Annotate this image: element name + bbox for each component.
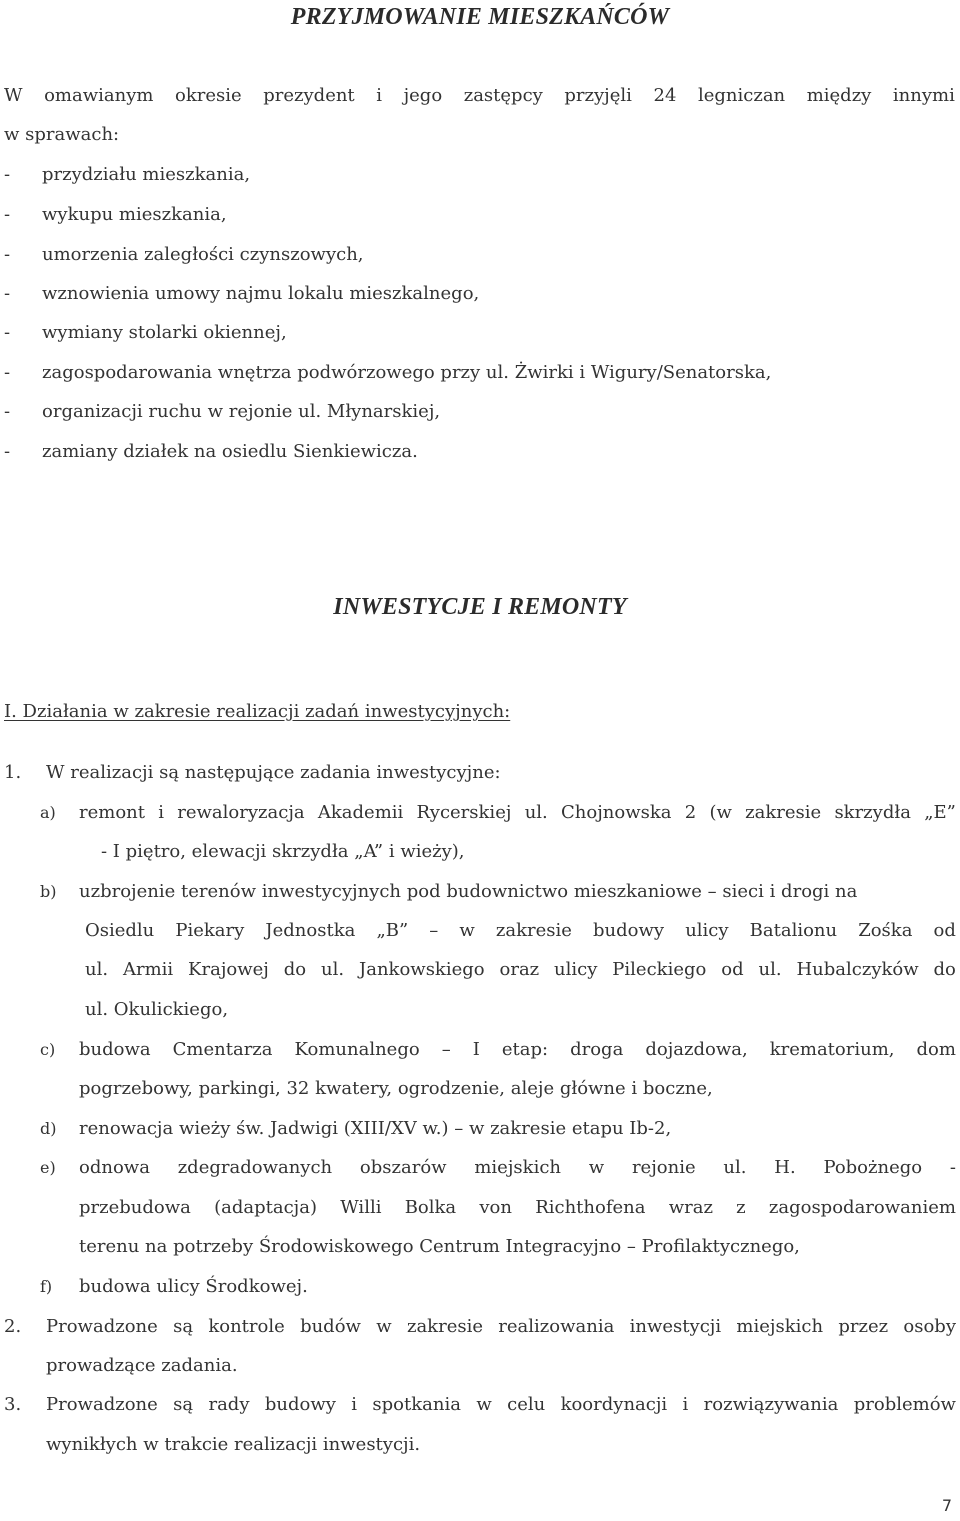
list-marker-f: f) <box>40 1277 53 1296</box>
word: Armii <box>122 959 174 980</box>
word: odnowa <box>79 1157 150 1178</box>
word: przebudowa <box>79 1197 191 1218</box>
paragraph-3-line-2: wynikłych w trakcie realizacji inwestycji. <box>46 1434 421 1455</box>
word: są <box>173 1316 194 1337</box>
word: – <box>441 1039 451 1060</box>
word: - <box>949 1157 956 1178</box>
word: dom <box>916 1039 956 1060</box>
word: i <box>158 802 165 823</box>
item-b-line-3 <box>85 958 956 982</box>
word: zakresie <box>406 1316 483 1337</box>
word: rewaloryzacja <box>177 802 305 823</box>
word: rady <box>208 1394 250 1415</box>
paragraph-2-line-1 <box>46 1315 956 1339</box>
word: budowy <box>264 1394 336 1415</box>
word: koordynacji <box>560 1394 668 1415</box>
list-dash: - <box>4 401 11 422</box>
list-marker-d: d) <box>40 1119 57 1138</box>
item-c-line-2: pogrzebowy, parkingi, 32 kwatery, ogrodzenie, aleje główne i boczne, <box>79 1078 713 1099</box>
word: Hubalczyków <box>796 959 919 980</box>
word: I <box>472 1039 480 1060</box>
list-item: organizacji ruchu w rejonie ul. Młynarskiej, <box>42 401 441 422</box>
word: ul. <box>723 1157 747 1178</box>
list-marker-2: 2. <box>4 1316 22 1337</box>
list-dash: - <box>4 322 11 343</box>
word: prezydent <box>263 85 355 106</box>
word: – <box>429 920 439 941</box>
intro-line-2: w sprawach: <box>4 124 120 145</box>
word: W <box>4 85 23 106</box>
list-item: umorzenia zaległości czynszowych, <box>42 244 364 265</box>
list-item: wymiany stolarki okiennej, <box>42 322 287 343</box>
list-dash: - <box>4 362 11 383</box>
word: przez <box>838 1316 889 1337</box>
word: Batalionu <box>749 920 838 941</box>
item-e-line-1 <box>79 1156 956 1180</box>
paragraph-2-line-2: prowadzące zadania. <box>46 1355 238 1376</box>
list-dash: - <box>4 283 11 304</box>
word: „E” <box>924 802 956 823</box>
word: omawianym <box>44 85 154 106</box>
word: Komunalnego <box>294 1039 420 1060</box>
list-marker-3: 3. <box>4 1394 22 1415</box>
word: H. <box>774 1157 796 1178</box>
word: w <box>588 1157 605 1178</box>
item-d-line-1: renowacja wieży św. Jadwigi (XIII/XV w.) – w zakresie etapu Ib-2, <box>79 1118 672 1139</box>
word: Jednostka <box>265 920 356 941</box>
word: w <box>459 920 475 941</box>
word: rejonie <box>631 1157 696 1178</box>
word: Zośka <box>858 920 913 941</box>
word: rozwiązywania <box>703 1394 839 1415</box>
word: w <box>376 1316 392 1337</box>
word: 24 <box>653 85 677 106</box>
word: do <box>933 959 956 980</box>
word: Cmentarza <box>172 1039 273 1060</box>
word: ul. <box>85 959 109 980</box>
word: Bolka <box>404 1197 457 1218</box>
word: i <box>351 1394 358 1415</box>
word: Prowadzone <box>46 1394 158 1415</box>
word: jego <box>403 85 443 106</box>
intro-line-1 <box>4 84 955 108</box>
word: remont <box>79 802 145 823</box>
word: budów <box>300 1316 361 1337</box>
word: z <box>736 1197 746 1218</box>
item-e-line-2 <box>79 1196 956 1220</box>
item-e-line-3: terenu na potrzeby Środowiskowego Centrum Integracyjno – Profilaktycznego, <box>79 1236 800 1257</box>
word: innymi <box>892 85 955 106</box>
word: (adaptacja) <box>214 1197 318 1218</box>
word: osoby <box>903 1316 956 1337</box>
item-f-line-1: budowa ulicy Środkowej. <box>79 1276 308 1297</box>
word: zagospodarowaniem <box>768 1197 956 1218</box>
item-c-line-1 <box>79 1038 956 1062</box>
word: budowa <box>79 1039 151 1060</box>
word: inwestycji <box>629 1316 722 1337</box>
word: von <box>479 1197 512 1218</box>
word: „B” <box>376 920 409 941</box>
word: obszarów <box>359 1157 447 1178</box>
item-b-line-1: uzbrojenie terenów inwestycyjnych pod budownictwo mieszkaniowe – sieci i drogi na <box>79 881 858 902</box>
word: zakresie <box>495 920 572 941</box>
word: 2 <box>684 802 697 823</box>
list-marker-e: e) <box>40 1158 56 1177</box>
word: są <box>173 1394 194 1415</box>
word: między <box>806 85 872 106</box>
word: od <box>721 959 744 980</box>
investments-subheading: I. Działania w zakresie realizacji zadań inwestycyjnych: <box>4 701 511 722</box>
word: celu <box>507 1394 546 1415</box>
word: (w <box>709 802 732 823</box>
word: okresie <box>175 85 242 106</box>
word: Pileckiego <box>612 959 707 980</box>
word: ulicy <box>554 959 598 980</box>
word: ul. <box>321 959 345 980</box>
list-marker-1: 1. <box>4 762 22 783</box>
word: ul. <box>524 802 548 823</box>
section-title-inwestycje: INWESTYCJE I REMONTY <box>333 594 627 620</box>
word: zakresie <box>745 802 822 823</box>
word: wraz <box>668 1197 713 1218</box>
word: Krajowej <box>188 959 269 980</box>
list-item: przydziału mieszkania, <box>42 164 251 185</box>
word: do <box>283 959 307 980</box>
word: Prowadzone <box>46 1316 158 1337</box>
list-marker-b: b) <box>40 882 57 901</box>
word: miejskich <box>736 1316 824 1337</box>
word: Richthofena <box>535 1197 646 1218</box>
item-b-line-4: ul. Okulickiego, <box>85 999 229 1020</box>
word: Piekary <box>175 920 245 941</box>
word: problemów <box>853 1394 956 1415</box>
word: budowy <box>593 920 665 941</box>
word: Osiedlu <box>85 920 155 941</box>
list-item: wznowienia umowy najmu lokalu mieszkalnego, <box>42 283 480 304</box>
list-dash: - <box>4 244 11 265</box>
word: Chojnowska <box>561 802 672 823</box>
word: miejskich <box>474 1157 561 1178</box>
word: spotkania <box>372 1394 461 1415</box>
item-a-line-1 <box>79 801 956 825</box>
word: droga <box>570 1039 624 1060</box>
list-dash: - <box>4 441 11 462</box>
word: krematorium, <box>769 1039 895 1060</box>
paragraph-1-text: W realizacji są następujące zadania inwestycyjne: <box>46 762 501 783</box>
list-item: zagospodarowania wnętrza podwórzowego przy ul. Żwirki i Wigury/Senatorska, <box>42 362 772 383</box>
item-b-line-2 <box>85 919 956 943</box>
list-marker-c: c) <box>40 1040 56 1059</box>
word: Pobożnego <box>823 1157 923 1178</box>
word: kontrole <box>208 1316 285 1337</box>
word: i <box>682 1394 689 1415</box>
section-title-przyjmowanie: PRZYJMOWANIE MIESZKAŃCÓW <box>290 4 670 30</box>
word: skrzydła <box>834 802 911 823</box>
word: Jankowskiego <box>359 959 485 980</box>
word: dojazdowa, <box>645 1039 748 1060</box>
item-a-line-2: - I piętro, elewacji skrzydła „A” i wieży), <box>101 841 465 862</box>
word: legniczan <box>697 85 786 106</box>
word: oraz <box>499 959 540 980</box>
page-number: 7 <box>941 1496 952 1515</box>
word: Willi <box>340 1197 382 1218</box>
list-marker-a: a) <box>40 803 56 822</box>
list-item: zamiany działek na osiedlu Sienkiewicza. <box>42 441 418 462</box>
word: zastępcy <box>463 85 543 106</box>
word: ulicy <box>685 920 729 941</box>
word: w <box>476 1394 492 1415</box>
word: od <box>933 920 956 941</box>
word: zdegradowanych <box>177 1157 333 1178</box>
list-dash: - <box>4 204 11 225</box>
list-dash: - <box>4 164 11 185</box>
word: Rycerskiej <box>416 802 512 823</box>
word: przyjęli <box>564 85 632 106</box>
word: ul. <box>758 959 782 980</box>
word: realizowania <box>498 1316 615 1337</box>
list-item: wykupu mieszkania, <box>42 204 227 225</box>
word: etap: <box>501 1039 549 1060</box>
word: Akademii <box>317 802 404 823</box>
paragraph-3-line-1 <box>46 1393 956 1417</box>
word: i <box>376 85 382 106</box>
